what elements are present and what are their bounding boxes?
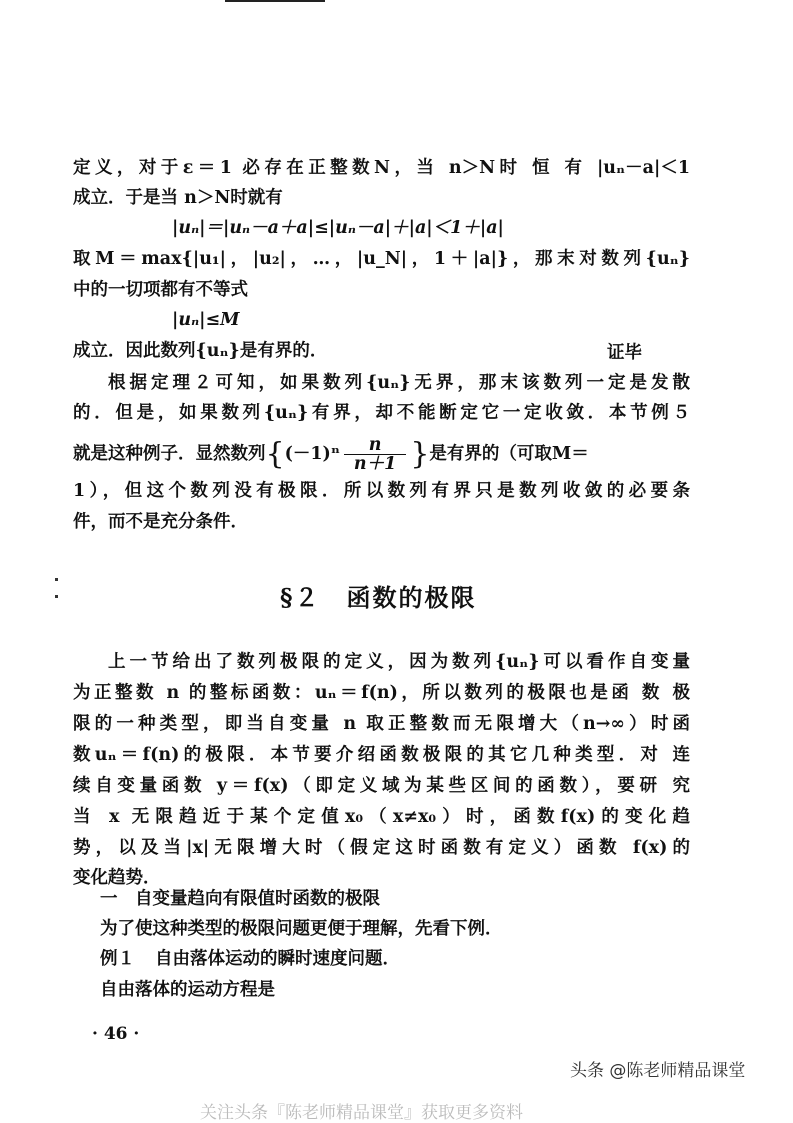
text-line: 根据定理２可知，如果数列{uₙ}无界，那末该数列一定是发散 bbox=[108, 373, 690, 393]
text-line: 续自变量函数 y＝f(x)（即定义域为某些区间的函数），要研 究 bbox=[73, 776, 690, 796]
text-line: 取M＝max{|u₁|，|u₂|，…，|u_N|，1＋|a|}，那末对数列{uₙ} bbox=[73, 249, 690, 269]
text-line: 的．但是，如果数列{uₙ}有界，却不能断定它一定收敛．本节例５ bbox=[73, 403, 690, 423]
denominator: n＋1 bbox=[353, 454, 397, 474]
text-line: 上一节给出了数列极限的定义，因为数列{uₙ}可以看作自变量 bbox=[108, 652, 690, 672]
watermark-footer: 关注头条『陈老师精品课堂』获取更多资料 bbox=[200, 1103, 523, 1123]
text-line: 成立．因此数列{uₙ}是有界的． bbox=[73, 341, 328, 361]
section-heading: §２ 函数的极限 bbox=[280, 583, 477, 612]
text-line-with-fraction bbox=[73, 436, 589, 473]
text-line: 成立．于是当 n＞N时就有 bbox=[73, 188, 283, 208]
text-line: 数uₙ＝f(n)的极限．本节要介绍函数极限的其它几种类型．对 连 bbox=[73, 745, 690, 765]
text-line: 中的一切项都有不等式 bbox=[73, 280, 248, 300]
text-line: 当 x 无限趋近于某个定值x₀（x≠x₀）时，函数f(x)的变化趋 bbox=[73, 807, 690, 827]
text-line: 定义，对于ε＝1 必存在正整数N，当 n＞N时 恒 有 |uₙ－a|＜1 bbox=[73, 158, 690, 178]
text: 就是这种例子．显然数列 bbox=[73, 444, 266, 464]
text-line: 势，以及当|x|无限增大时（假定这时函数有定义）函数 f(x)的 bbox=[73, 838, 690, 858]
text-line: 自由落体的运动方程是 bbox=[100, 980, 275, 1000]
scan-speck bbox=[55, 595, 58, 598]
expr: (－1)ⁿ bbox=[284, 444, 340, 464]
qed-mark: 证毕 bbox=[607, 343, 642, 363]
open-brace: { bbox=[265, 436, 285, 472]
fraction bbox=[344, 436, 406, 473]
example-label: 例１ bbox=[100, 949, 135, 969]
subheading: 一 自变量趋向有限值时函数的极限 bbox=[100, 889, 380, 909]
scan-speck bbox=[55, 578, 58, 581]
text-line: 件，而不是充分条件． bbox=[73, 512, 248, 532]
text: 是有界的（可取M＝ bbox=[429, 444, 589, 464]
text-line: 限的一种类型，即当自变量 n 取正整数而无限增大（n→∞）时函 bbox=[73, 714, 690, 734]
text-line: 为正整数 n 的整标函数：uₙ＝f(n)，所以数列的极限也是函 数 极 bbox=[73, 683, 690, 703]
close-brace: } bbox=[410, 436, 430, 472]
watermark-brand: 头条 @陈老师精品课堂 bbox=[570, 1061, 746, 1081]
example-title: 自由落体运动的瞬时速度问题． bbox=[155, 949, 400, 969]
top-rule bbox=[225, 0, 325, 2]
text-line: 为了使这种类型的极限问题更便于理解，先看下例． bbox=[100, 919, 503, 939]
text-line: 变化趋势． bbox=[73, 868, 161, 888]
text-line: 1），但这个数列没有极限．所以数列有界只是数列收敛的必要条 bbox=[73, 481, 690, 501]
formula: |uₙ|≤M bbox=[172, 310, 240, 330]
numerator: n bbox=[344, 436, 406, 455]
page-number: · 46 · bbox=[92, 1024, 140, 1044]
example-line bbox=[100, 947, 400, 971]
formula: |uₙ|＝|uₙ－a＋a|≤|uₙ－a|＋|a|＜1＋|a| bbox=[172, 218, 504, 238]
